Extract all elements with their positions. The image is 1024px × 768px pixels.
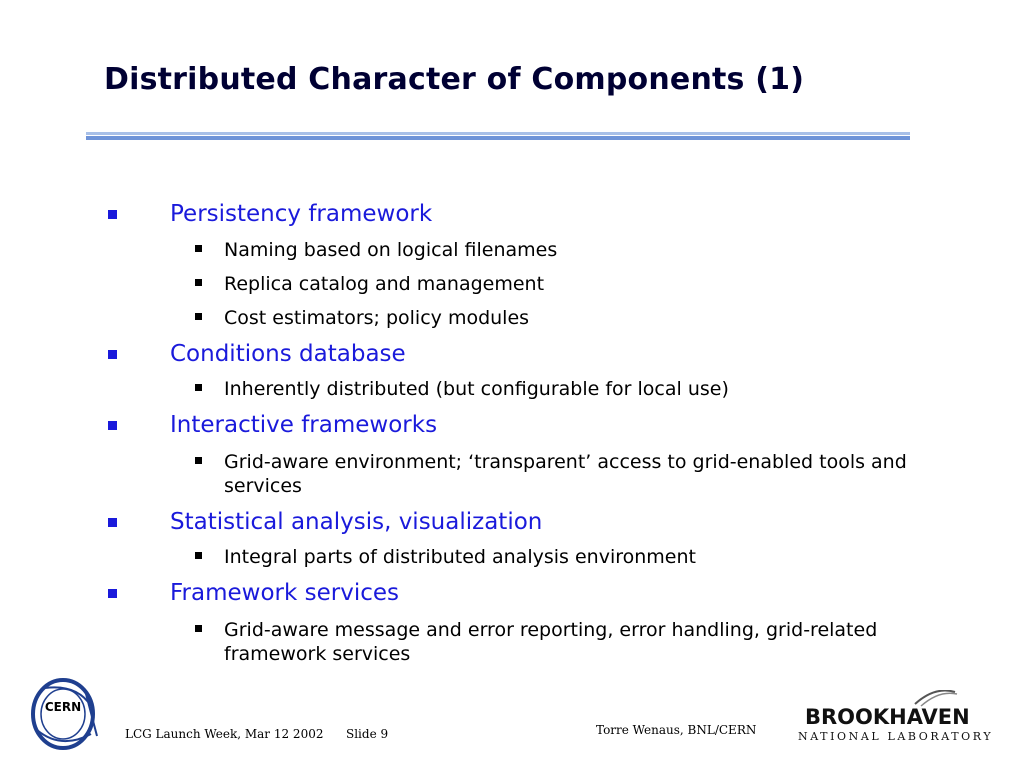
- title-rule: [86, 136, 910, 140]
- bullet-square-icon: [108, 421, 117, 430]
- sub-bullet-item: Naming based on logical filenames: [224, 239, 558, 261]
- cern-logo-text: CERN: [44, 700, 82, 714]
- bullet-square-icon: [108, 210, 117, 219]
- footer-event: LCG Launch Week, Mar 12 2002: [125, 727, 324, 741]
- sub-bullet-square-icon: [195, 552, 202, 559]
- cern-logo: [27, 676, 103, 752]
- sub-bullet-item: Grid-aware message and error reporting, error handling, grid-related framework services: [224, 619, 878, 665]
- sub-bullet-square-icon: [195, 625, 202, 632]
- bullet-item-statistical: Statistical analysis, visualization: [170, 509, 543, 535]
- bnl-logo-subtitle: NATIONAL LABORATORY: [798, 730, 994, 743]
- sub-bullet-square-icon: [195, 313, 202, 320]
- bullet-square-icon: [108, 589, 117, 598]
- bullet-item-persistency: Persistency framework: [170, 201, 433, 227]
- bullet-item-interactive: Interactive frameworks: [170, 412, 438, 438]
- title-rule-light: [86, 132, 910, 135]
- sub-bullet-item: Integral parts of distributed analysis environment: [224, 546, 696, 568]
- sub-bullet-item: Cost estimators; policy modules: [224, 307, 530, 329]
- sub-bullet-item: Replica catalog and management: [224, 273, 545, 295]
- bnl-logo-wordmark: BROOKHAVEN: [805, 705, 970, 729]
- sub-bullet-square-icon: [195, 279, 202, 286]
- bullet-square-icon: [108, 350, 117, 359]
- bullet-square-icon: [108, 518, 117, 527]
- sub-bullet-square-icon: [195, 457, 202, 464]
- footer-slide-number: Slide 9: [346, 727, 389, 741]
- slide-title: Distributed Character of Components (1): [104, 62, 805, 97]
- bullet-item-conditions: Conditions database: [170, 341, 406, 367]
- sub-bullet-item: Grid-aware environment; ‘transparent’ access to grid-enabled tools and services: [224, 451, 907, 497]
- sub-bullet-item: Inherently distributed (but configurable for local use): [224, 378, 729, 400]
- bullet-item-framework: Framework services: [170, 580, 400, 606]
- footer-author: Torre Wenaus, BNL/CERN: [596, 723, 757, 737]
- sub-bullet-square-icon: [195, 384, 202, 391]
- sub-bullet-square-icon: [195, 245, 202, 252]
